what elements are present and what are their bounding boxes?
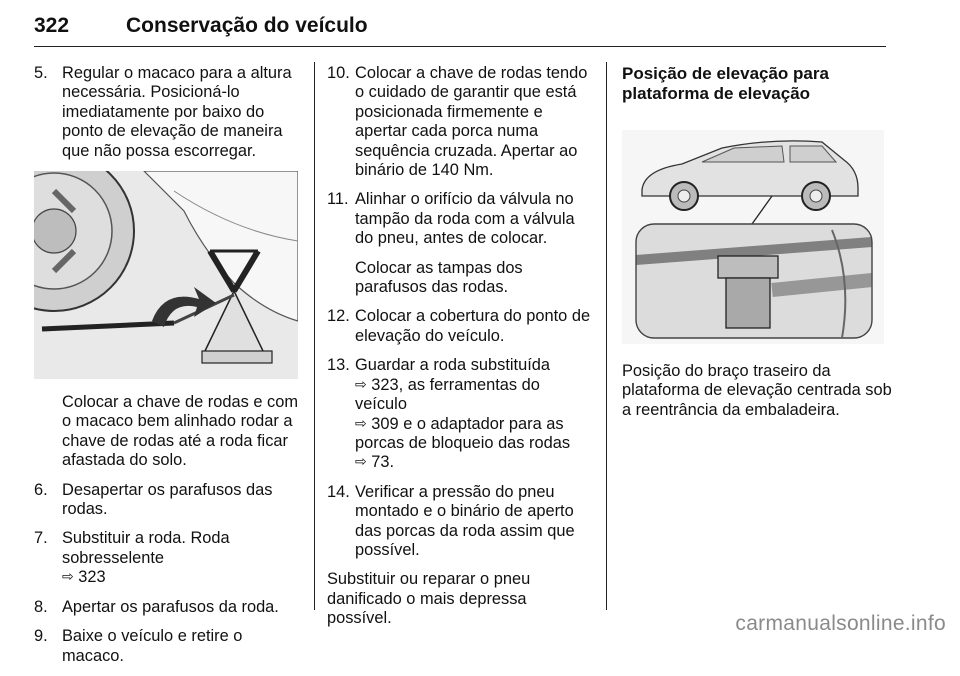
closing-note: Substituir ou reparar o pneu danificado o mais depressa possível.	[327, 570, 531, 628]
step-6	[34, 481, 302, 520]
page-reference-link[interactable]: 323	[78, 568, 106, 587]
step-text: Apertar os parafusos da roda.	[62, 597, 279, 616]
column-divider-1	[314, 62, 315, 610]
column-3	[622, 64, 892, 420]
step-13	[327, 356, 593, 472]
step-text: Alinhar o orifício da válvula no tampão da roda com a válvula do pneu, antes de colocar.	[355, 190, 575, 248]
step-number: 10.	[327, 64, 350, 82]
cross-reference-arrow-icon: ⇨	[355, 375, 367, 392]
page-reference-link[interactable]: 323, as ferramentas do veículo	[355, 375, 540, 414]
figure-caption: Posição do braço traseiro da plataforma de elevação centrada sob a reentrância da embaladeira.	[622, 362, 892, 419]
section-heading: Posição de elevação para plataforma de elevação	[622, 64, 829, 103]
lift-platform-illustration	[622, 130, 884, 344]
page-reference-link[interactable]: 73.	[371, 453, 395, 472]
step-text: Verificar a pressão do pneu montado e o binário de aperto das porcas da roda assim que possível.	[355, 482, 575, 559]
step-7	[34, 529, 302, 587]
page-number: 322	[34, 14, 70, 37]
cross-reference-arrow-icon: ⇨	[355, 414, 367, 431]
step-10	[327, 64, 593, 180]
step-text: Desapertar os parafusos das rodas.	[62, 480, 273, 519]
step-number: 8.	[34, 597, 48, 616]
step-text: Substituir a roda. Roda sobresselente	[62, 529, 230, 567]
column-2	[327, 64, 593, 639]
step-5	[34, 64, 302, 161]
step-11	[327, 190, 593, 248]
column-1	[34, 64, 302, 676]
step-12	[327, 307, 593, 346]
chapter-title: Conservação do veículo	[126, 14, 368, 37]
step-number: 7.	[34, 529, 48, 548]
step-text: Guardar a roda substituída	[355, 356, 550, 375]
jack-illustration	[34, 171, 298, 379]
step-number: 11.	[327, 190, 349, 209]
page-reference-link[interactable]: 309 e o adaptador para as porcas de bloqueio das rodas	[355, 414, 571, 452]
step-5-note: Colocar a chave de rodas e com o macaco bem alinhado rodar a chave de rodas até a roda ficar afastada do solo.	[62, 393, 298, 470]
cross-reference-arrow-icon: ⇨	[355, 453, 367, 470]
step-9	[34, 627, 302, 666]
step-number: 12.	[327, 307, 350, 326]
step-number: 13.	[327, 356, 350, 375]
step-number: 14.	[327, 482, 350, 501]
step-number: 9.	[34, 627, 48, 646]
site-watermark: carmanualsonline.info	[735, 612, 946, 635]
step-11-note: Colocar as tampas dos parafusos das rodas.	[355, 258, 523, 297]
step-14	[327, 483, 593, 561]
step-number: 6.	[34, 480, 48, 499]
cross-reference-arrow-icon: ⇨	[62, 568, 74, 585]
column-divider-2	[606, 62, 607, 610]
page-header	[34, 8, 886, 47]
step-text: Baixe o veículo e retire o macaco.	[62, 627, 243, 665]
step-text: Regular o macaco para a altura necessária. Posicioná-lo imediatamente por baixo do ponto de elevação de maneira que não possa escorregar.	[62, 64, 292, 160]
step-8	[34, 598, 302, 617]
step-number: 5.	[34, 64, 48, 82]
step-text: Colocar a chave de rodas tendo o cuidado de garantir que está posicionada firmemente e apertar cada porca numa sequência cruzada. Apertar ao binário de 140 Nm.	[355, 64, 588, 180]
step-text: Colocar a cobertura do ponto de elevação do veículo.	[355, 307, 591, 345]
